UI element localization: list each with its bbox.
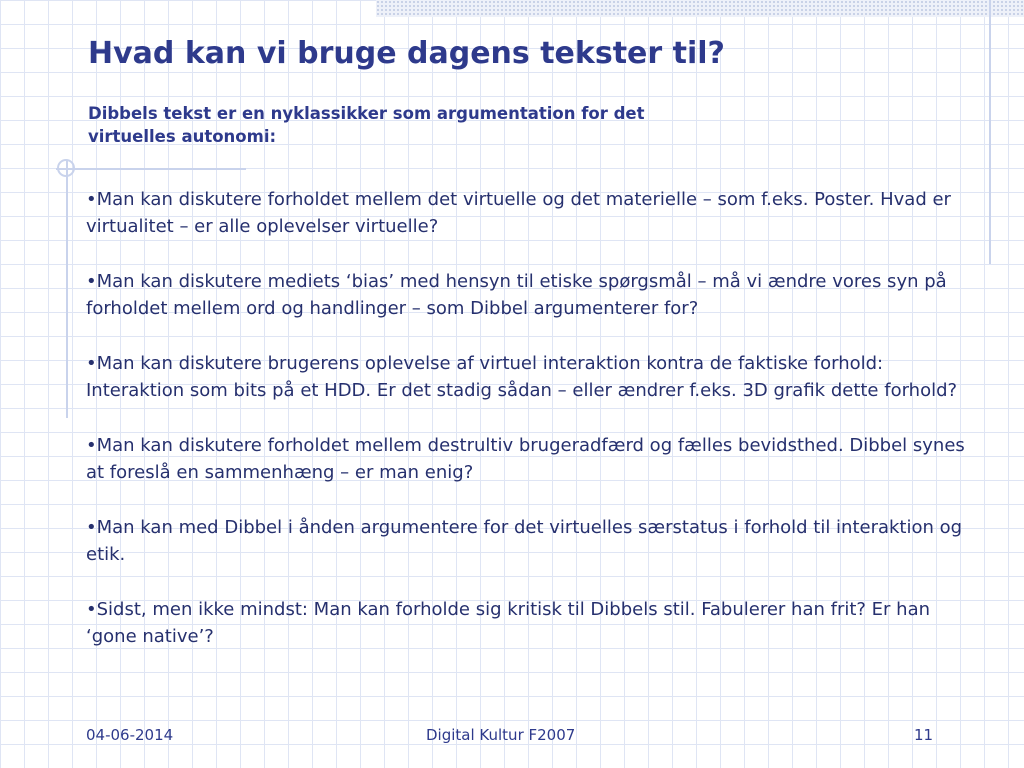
bullet-item: •Man kan med Dibbel i ånden argumentere for det virtuelles særstatus i forhold til interaktion og etik. xyxy=(86,517,963,565)
bullet-item: •Man kan diskutere mediets ‘bias’ med hensyn til etiske spørgsmål – må vi ændre vores syn på forholdet mellem ord og handlinger – som Dibbel argumenterer for? xyxy=(86,271,947,319)
decorative-top-band xyxy=(376,0,1024,17)
bullet-list xyxy=(86,186,966,678)
decorative-circle-icon xyxy=(57,159,75,177)
decorative-horizontal-line xyxy=(56,168,246,170)
bullet-item: •Man kan diskutere forholdet mellem det virtuelle og det materielle – som f.eks. Poster. Hvad er virtualitet – er alle oplevelser virtuelle? xyxy=(86,189,951,237)
bullet-item: •Sidst, men ikke mindst: Man kan forholde sig kritisk til Dibbels stil. Fabulerer han frit? Er han ‘gone native’? xyxy=(86,599,931,647)
footer-course-title: Digital Kultur F2007 xyxy=(426,726,576,744)
slide-title: Hvad kan vi bruge dagens tekster til? xyxy=(88,36,725,71)
slide-subtitle: Dibbels tekst er en nyklassikker som argumentation for det virtuelles autonomi: xyxy=(88,104,645,146)
footer-date: 04-06-2014 xyxy=(86,726,174,744)
footer-page-number: 11 xyxy=(914,726,934,744)
bullet-item: •Man kan diskutere brugerens oplevelse af virtuel interaktion kontra de faktiske forhold: Interaktion som bits på et HDD. Er det stadig sådan – eller ændrer f.eks. 3D grafik dette forhold? xyxy=(86,353,958,401)
decorative-vertical-line-right xyxy=(989,0,991,264)
decorative-vertical-line-left xyxy=(66,160,68,418)
bullet-item: •Man kan diskutere forholdet mellem destrultiv brugeradfærd og fælles bevidsthed. Dibbel synes at foreslå en sammenhæng – er man enig? xyxy=(86,435,965,483)
